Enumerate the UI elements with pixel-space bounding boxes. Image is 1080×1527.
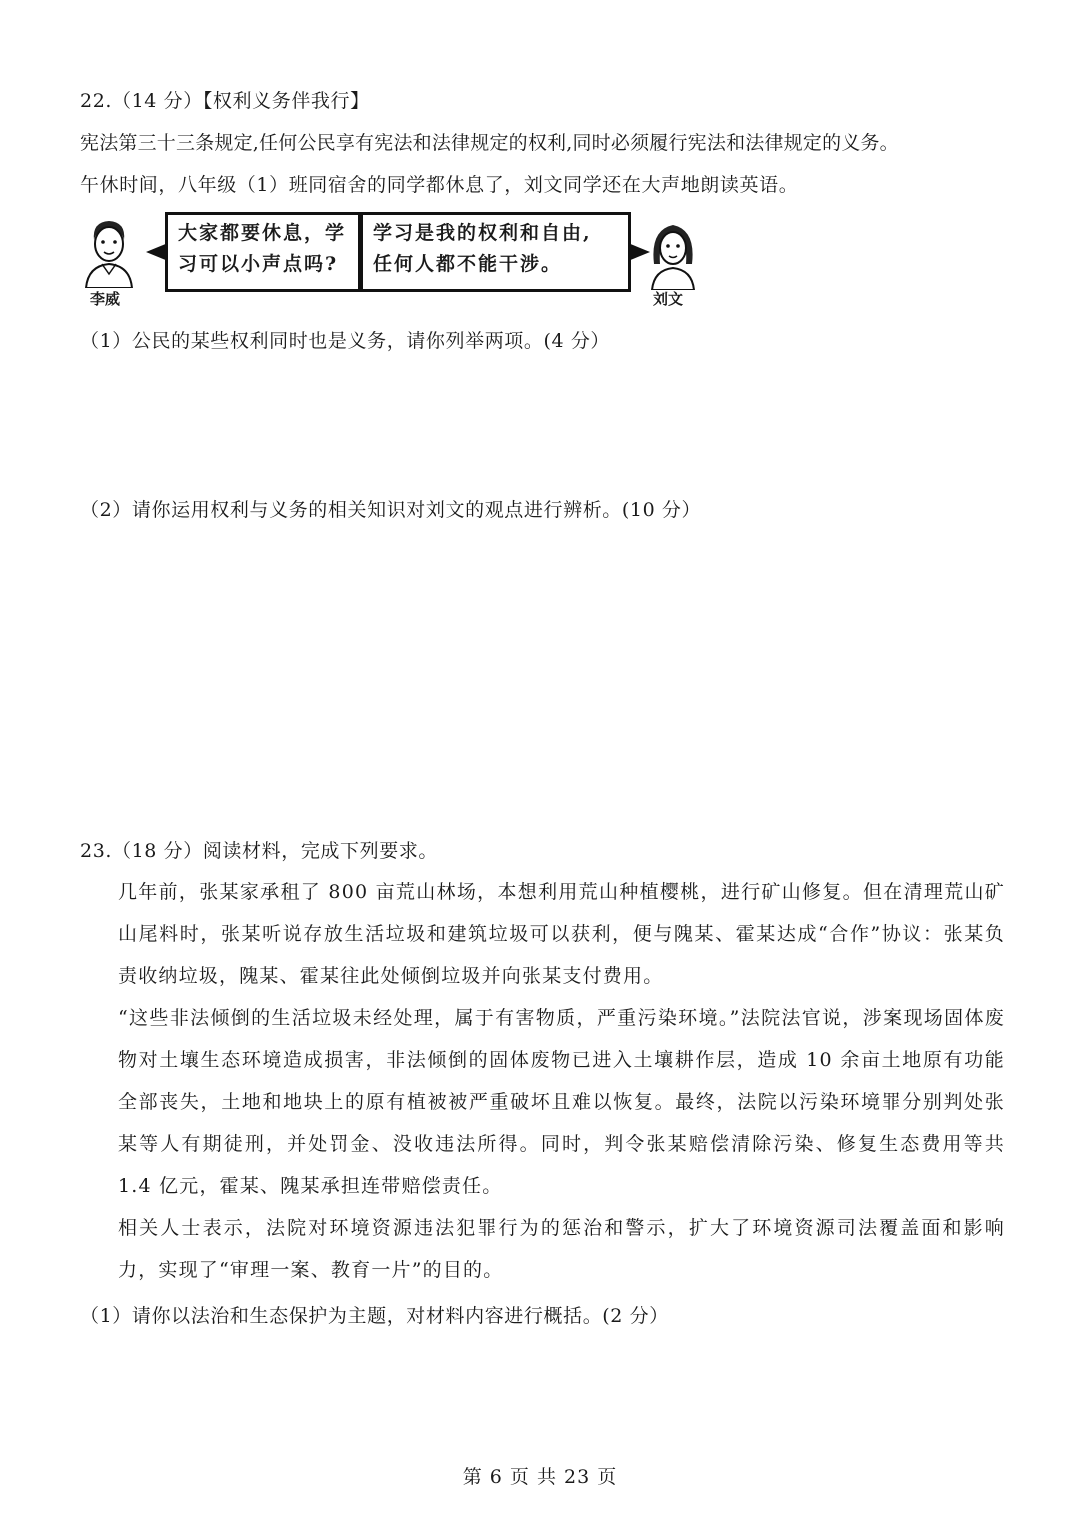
boy-figure-icon [82,218,136,288]
q23-paragraph-3-text: 相关人士表示，法院对环境资源违法犯罪行为的惩治和警示，扩大了环境资源司法覆盖面和影响力，实现了“审理一案、教育一片”的目的。 [118,1217,1005,1281]
speech-bubble-right-line-2: 任何人都不能干涉。 [373,253,563,275]
speech-bubble-right [360,212,631,292]
speech-bubble-right-line-1: 学习是我的权利和自由, [373,222,592,244]
speech-bubble-left [165,212,361,292]
page-footer: 第 6 页 共 23 页 [462,1466,618,1488]
q23-paragraph-1 [80,871,1005,997]
q22-text-line-2: 午休时间，八年级（1）班同宿舍的同学都休息了，刘文同学还在大声地朗读英语。 [80,174,799,196]
speaker-right-name: 刘文 [653,290,684,308]
q23-subquestion-1: （1）请你以法治和生态保护为主题，对材料内容进行概括。(2 分） [80,1305,669,1327]
q23-paragraph-3 [80,1207,1005,1291]
q23-paragraph-1-text: 几年前，张某家承租了 800 亩荒山林场，本想利用荒山种植樱桃，进行矿山修复。但在清理荒山矿山尾料时，张某听说存放生活垃圾和建筑垃圾可以获利，便与隗某、霍某达成“合作”协议：张某负责收纳垃圾，隗某、霍某往此处倾倒垃圾并向张某支付费用。 [118,881,1005,987]
q22-text-line-1: 宪法第三十三条规定,任何公民享有宪法和法律规定的权利,同时必须履行宪法和法律规定的义务。 [80,132,899,154]
speech-bubble-left-line-1: 大家都要休息，学 [178,222,347,244]
girl-figure-icon [646,220,700,290]
speaker-left-name: 李威 [90,290,121,308]
q23-paragraph-2 [80,997,1005,1207]
q22-subquestion-1: （1）公民的某些权利同时也是义务，请你列举两项。(4 分） [80,330,611,352]
q22-subquestion-2: （2）请你运用权利与义务的相关知识对刘文的观点进行辨析。(10 分） [80,499,702,521]
q22-header: 22.（14 分）【权利义务伴我行】 [80,90,370,112]
q23-header: 23.（18 分）阅读材料，完成下列要求。 [80,840,439,862]
speech-bubble-left-line-2: 习可以小声点吗? [178,253,339,275]
comic-illustration [80,210,720,310]
q23-paragraph-2-text: “这些非法倾倒的生活垃圾未经处理，属于有害物质，严重污染环境。”法院法官说，涉案现场固体废物对土壤生态环境造成损害，非法倾倒的固体废物已进入土壤耕作层，造成 10 余亩土地原有功能全部丧失，土地和地块上的原有植被被严重破坏且难以恢复。最终，法院以污染环境罪分别判处张某等人有期徒刑，并处罚金、没收违法所得。同时，判令张某赔偿清除污染、修复生态费用等共 1.4 亿元，霍某、隗某承担连带赔偿责任。 [118,1007,1005,1197]
